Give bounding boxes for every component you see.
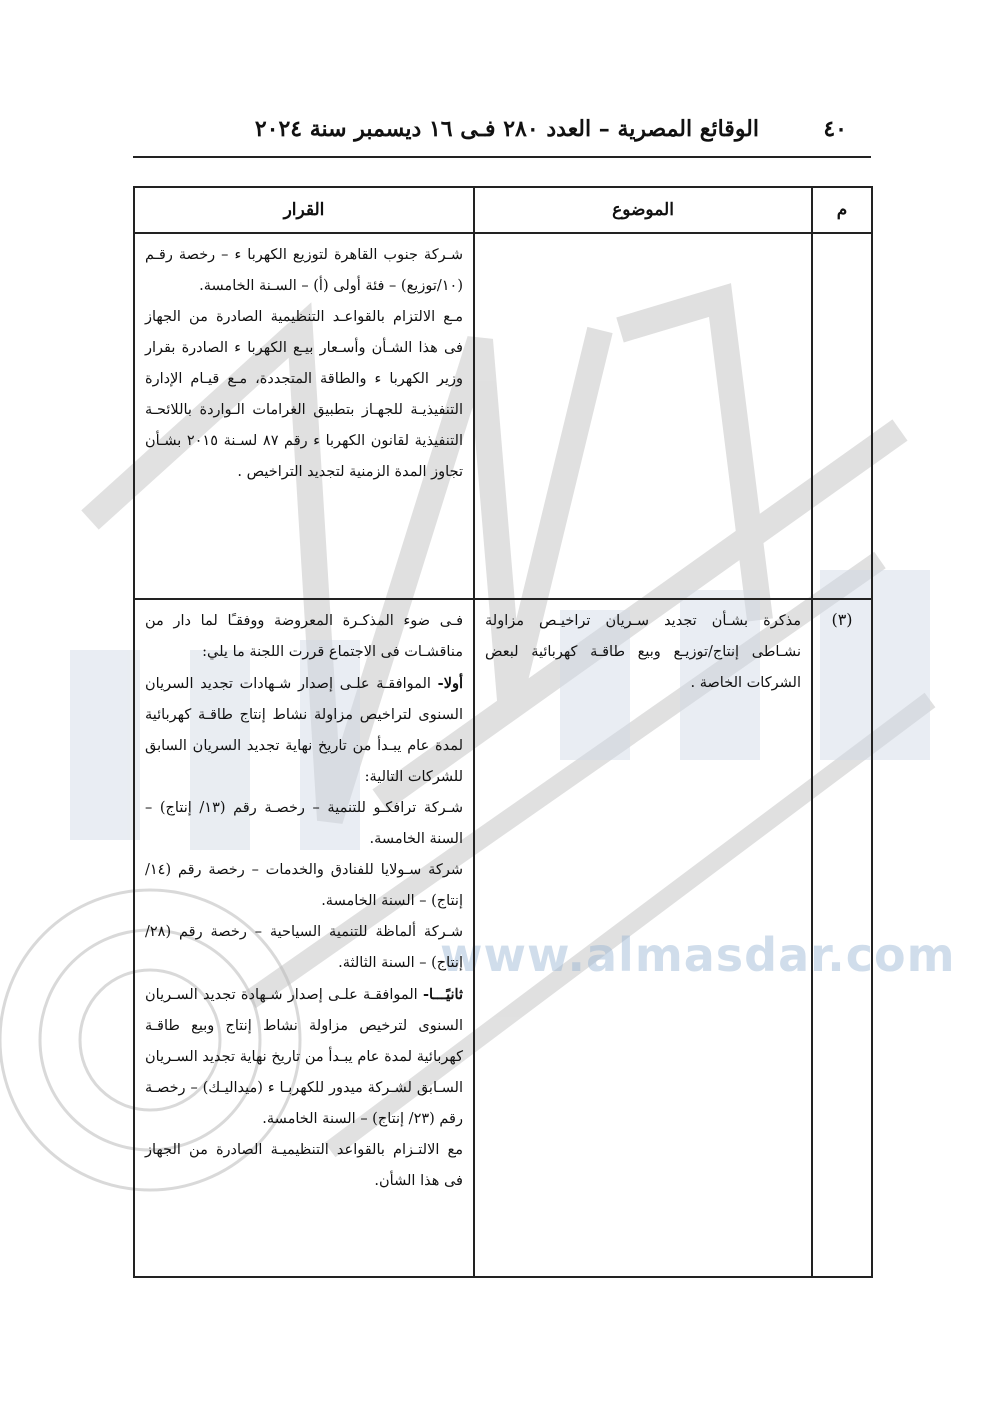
decision-text [135,234,473,490]
subject-text [475,234,811,242]
first-item-text: الموافقـة علـى إصدار شـهادات تجديد السريان السنوى لتراخيص مزاولة نشاط إنتاج طاقـة كهربائية لمدة عام يبـدأ من تاريخ نهاية تجديد السريان السابق للشركات التالية: [145,676,463,785]
table-header-row [134,187,872,233]
first-item-lead: أولا- [437,675,463,692]
decision-first-item [145,668,463,793]
subject-cell [474,233,812,599]
decisions-table [133,186,873,1278]
table-row [134,233,872,599]
watermark-url: www.almasdar.com [440,928,956,982]
column-header-number: م [812,187,872,233]
header-divider [133,156,871,158]
decision-cell [134,233,474,599]
second-item-lead: ثانيًـــا- [422,986,464,1003]
decision-paragraph: مـع الالتزام بالقواعـد التنظيمية الصادرة من الجهاز فى هذا الشـأن وأسـعار بيـع الكهربا ء الصادرة بقرار وزير الكهربا ء والطاقة المتجددة، مـع قيـام الإدارة التنفيذيـة للجهـاز بتطبيق الغرامات الـواردة باللائحـة التنفيذية لقانون الكهربا ء رقم ٨٧ لسـنة ٢٠١٥ بشـأن تجاوز المدة الزمنية لتجديد التراخيص . [145,309,463,480]
decision-second-item [145,979,463,1135]
table-row [134,599,872,1277]
decision-closing: مع الالتـزام بالقواعد التنظيميـة الصادرة من الجهاز فى هذا الشأن. [145,1142,463,1189]
row-number-cell [812,233,872,599]
subject-text: مذكرة بشـأن تجديد سـريان تراخيـص مزاولة نشـاطى إنتاج/توزيـع وبيع طاقـة كهربائية لبعض الشركات الخاصة . [485,613,801,691]
decision-paragraph: شـركة جنوب القاهرة لتوزيع الكهربا ء – رخصة رقـم (١٠/توزيع) – فئة أولى (أ) – السـنة الخامسة. [145,247,463,294]
decision-cell [134,599,474,1277]
column-header-subject: الموضوع [474,187,812,233]
decision-text [135,600,473,1199]
company-entry: شركة سـولايا للفنادق والخدمات – رخصة رقم (١٤/إنتاج) – السنة الخامسة. [145,862,463,909]
company-entry: شـركة ألماظة للتنمية السياحية – رخصة رقم (٢٨/إنتاج) – السنة الثالثة. [145,924,463,971]
page-header [133,112,871,154]
gazette-title: الوقائع المصرية – العدد ٢٨٠ فـى ١٦ ديسمبر سنة ٢٠٢٤ [254,116,759,142]
column-header-decision: القرار [134,187,474,233]
second-item-text: الموافقـة علـى إصدار شـهادة تجديد السـريان السنوى لترخيص مزاولة نشاط إنتاج وبيع طاقـة كهربائية لمدة عام يبـدأ من تاريخ نهاية تجديد السـريان السـابق لشـركة ميدور للكهربـا ء (ميداليـك) – رخصـة رقم (٢٣/ إنتاج) – السنة الخامسة. [145,987,463,1127]
decision-intro: فـى ضوء المذكـرة المعروضة ووفقـًا لما دار من مناقشـات فى الاجتماع قررت اللجنة ما يلي: [145,613,463,660]
company-entry: شـركة ترافكـو للتنمية – رخصـة رقم (١٣/ إنتاج) – السنة الخامسة. [145,800,464,847]
row-number-cell: (٣) [812,599,872,1277]
subject-cell [474,599,812,1277]
page-number: ٤٠ [823,116,847,142]
